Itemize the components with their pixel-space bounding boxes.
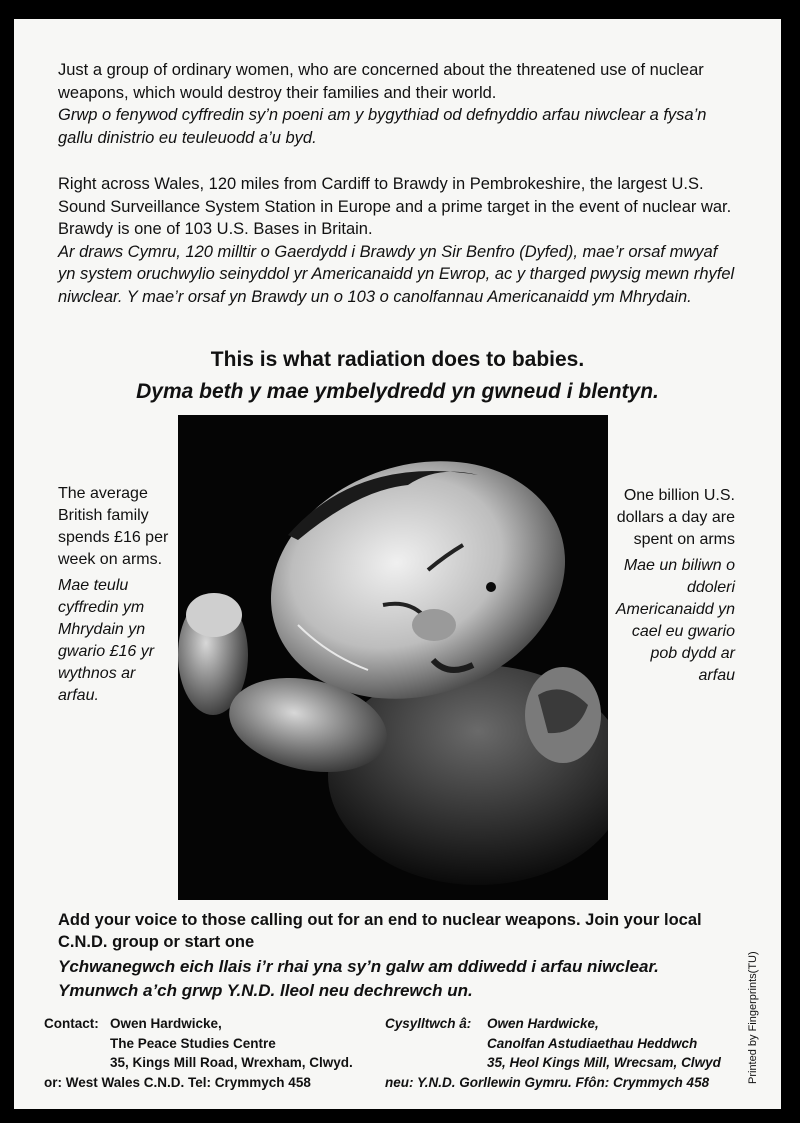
contact-line-2-welsh: Canolfan Astudiaethau Heddwch [487, 1035, 698, 1051]
contact-block-welsh [385, 1014, 721, 1092]
right-side-text [614, 485, 735, 687]
call-to-action-english: Add your voice to those calling out for an end to nuclear weapons. Join your local C.N.D. group or start one [58, 911, 702, 951]
contact-line-3-welsh: 35, Heol Kings Mill, Wrecsam, Clwyd [487, 1055, 721, 1070]
printer-credit: Printed by Fingerprints(TU) [747, 951, 759, 1084]
contact-label-english: Contact: [44, 1016, 99, 1031]
headline-english: This is what radiation does to babies. [210, 348, 585, 371]
wales-welsh: Ar draws Cymru, 120 milltir o Gaerdydd i Brawdy yn Sir Benfro (Dyfed), mae’r orsaf mwyaf yn system oruchwylio seinyddol yr Americanaidd yn Ewrop, ac y tharged pwysig mewn rhyfel niwclear. Y mae’r orsaf yn Brawdy un o 103 o canolfannau Americanaidd ym Mhrydain. [58, 242, 735, 306]
contact-line-2-english: The Peace Studies Centre [110, 1035, 276, 1051]
contact-line-1-welsh: Owen Hardwicke, [487, 1016, 599, 1031]
contact-alt-welsh: neu: Y.N.D. Gorllewin Gymru. Ffôn: Crymmych 458 [385, 1074, 710, 1090]
contact-line-3-english: 35, Kings Mill Road, Wrexham, Clwyd. [110, 1055, 353, 1070]
intro-paragraph [58, 59, 738, 149]
call-to-action-welsh: Ychwanegwch eich llais i’r rhai yna sy’n galw am ddiwedd i arfau niwclear. Ymunwch a’ch grwp Y.N.D. lleol neu dechrewch un. [58, 957, 659, 1000]
intro-welsh: Grwp o fenywod cyffredin sy’n poeni am y bygythiad od defnyddio arfau niwclear a fysa’n gallu dinistrio eu teuleuodd a’u byd. [58, 106, 707, 147]
contact-label-welsh: Cysylltwch â: [385, 1016, 472, 1031]
wales-english: Right across Wales, 120 miles from Cardiff to Brawdy in Pembrokeshire, the largest U.S. Sound Surveillance System Station in Europe and a prime target in the event of nuclear war. Brawdy is one of 103 U.S. Bases in Britain. [58, 175, 732, 238]
right-side-welsh: Mae un biliwn o ddoleri Americanaidd yn cael eu gwario pob dydd ar arfau [615, 557, 735, 684]
baby-photograph [178, 415, 608, 900]
contact-block-english [44, 1014, 353, 1092]
contact-line-1-english: Owen Hardwicke, [110, 1016, 222, 1031]
wales-paragraph [58, 173, 738, 308]
left-side-english: The average British family spends £16 per week on arms. [58, 485, 169, 568]
contact-alt-english: or: West Wales C.N.D. Tel: Crymmych 458 [44, 1074, 311, 1090]
right-side-english: One billion U.S. dollars a day are spent on arms [616, 487, 735, 548]
left-side-welsh: Mae teulu cyffredin ym Mhrydain yn gwario £16 yr wythnos ar arfau. [58, 577, 155, 704]
headline-welsh: Dyma beth y mae ymbelydredd yn gwneud i blentyn. [136, 380, 659, 403]
intro-english: Just a group of ordinary women, who are concerned about the threatened use of nuclear weapons, which would destroy their families and their world. [58, 61, 704, 102]
left-side-text [58, 483, 173, 707]
leaflet-page [14, 19, 781, 1109]
baby-photo-illustration [178, 415, 608, 900]
